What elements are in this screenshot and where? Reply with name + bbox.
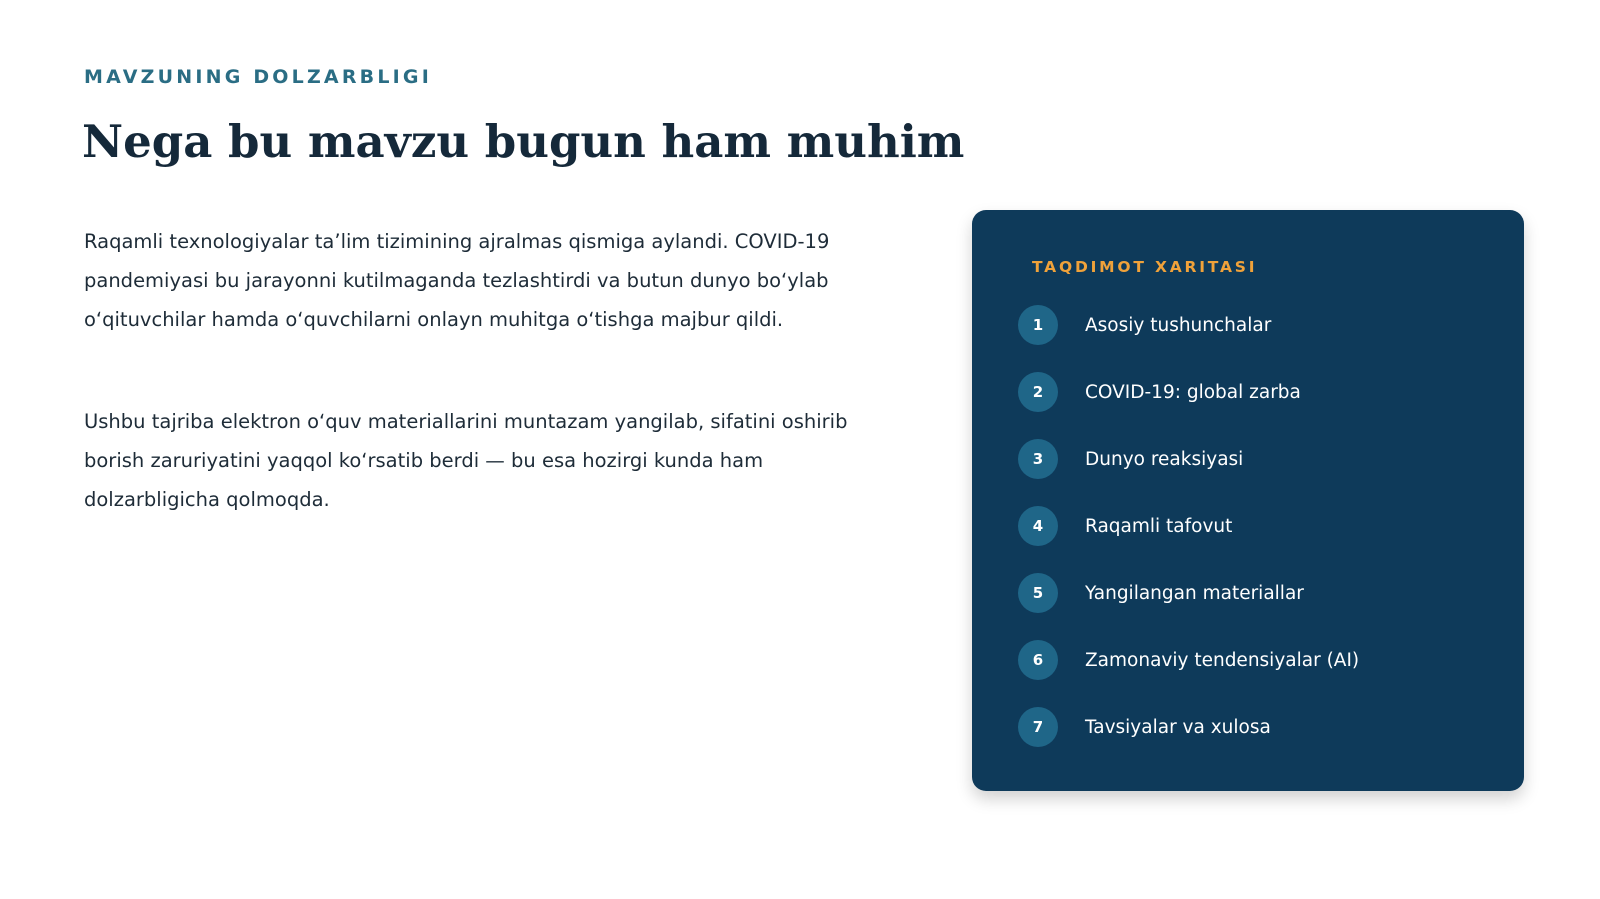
intro-paragraph: Raqamli texnologiyalar taʼlim tizimining ajralmas qismiga aylandi. COVID-19 pandemiyasi bu jarayonni kutilmaganda tezlashtirdi va butun dunyo boʻylab oʻqituvchilar hamda oʻquvchilarni onlayn muhitga oʻtishga majbur qildi.: [84, 230, 830, 331]
number-badge: 7: [1018, 707, 1058, 747]
map-item-3: [1018, 439, 1359, 479]
map-item-1: [1018, 305, 1359, 345]
map-item-label: Tavsiyalar va xulosa: [1085, 716, 1271, 738]
map-item-4: [1018, 506, 1359, 546]
map-item-label: Dunyo reaksiyasi: [1085, 448, 1244, 470]
map-item-5: [1018, 573, 1359, 613]
number-badge: 5: [1018, 573, 1058, 613]
map-item-label: Raqamli tafovut: [1085, 515, 1233, 537]
map-list: [1018, 305, 1359, 747]
map-item-2: [1018, 372, 1359, 412]
number-badge: 4: [1018, 506, 1058, 546]
map-item-label: COVID-19: global zarba: [1085, 381, 1301, 403]
number-badge: 6: [1018, 640, 1058, 680]
map-item-label: Yangilangan materiallar: [1085, 582, 1304, 604]
slide-title: Nega bu mavzu bugun ham muhim: [82, 115, 965, 168]
number-badge: 2: [1018, 372, 1058, 412]
section-eyebrow: MAVZUNING DOLZARBLIGI: [84, 66, 432, 88]
map-item-7: [1018, 707, 1359, 747]
second-paragraph: Ushbu tajriba elektron oʻquv materiallarini muntazam yangilab, sifatini oshirib borish zaruriyatini yaqqol koʻrsatib berdi — bu esa hozirgi kunda ham dolzarbligicha qolmoqda.: [84, 410, 848, 511]
map-item-label: Asosiy tushunchalar: [1085, 314, 1272, 336]
map-item-label: Zamonaviy tendensiyalar (AI): [1085, 649, 1360, 671]
number-badge: 3: [1018, 439, 1058, 479]
number-badge: 1: [1018, 305, 1058, 345]
map-card-title: TAQDIMOT XARITASI: [1032, 258, 1258, 276]
map-item-6: [1018, 640, 1359, 680]
presentation-map-card: [972, 210, 1524, 791]
